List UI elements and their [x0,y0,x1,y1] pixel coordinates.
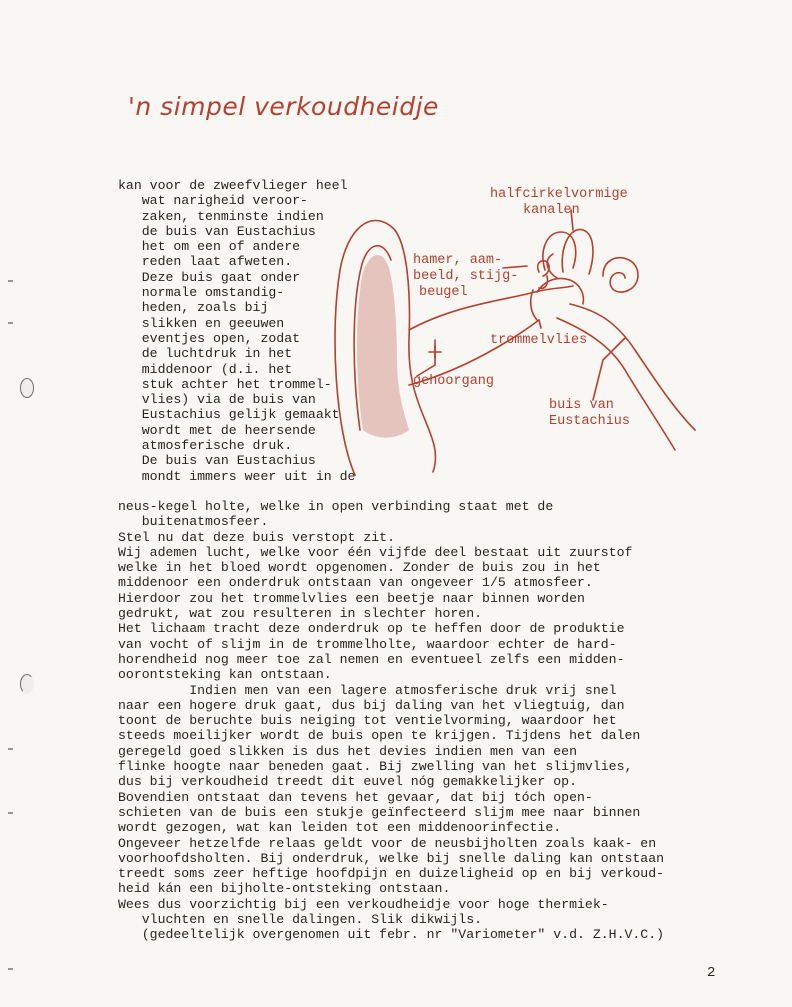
margin-mark [8,280,13,282]
label-eustachius: Eustachius [549,414,631,429]
body-text-beside-figure: kan voor de zweefvlieger heel wat narigheid veroor- zaken, tenminste indien de buis van Eustachius het om een of andere reden laat afweten. Deze buis gaat onder normale omstandig- heden, zoals bij slikken en geeuwen eventjes open, zodat de luchtdruk in het middenoor (d.i. het stuk achter het trommel- vlies) via de buis van Eustachius gelijk gemaakt wordt met de heersende atmosferische druk. De buis van Eustachius mondt immers weer uit in de [118,178,356,484]
margin-mark [8,748,13,750]
cross-mark [429,346,441,358]
eardrum [531,290,537,320]
label-beugel: beugel [419,285,468,300]
label-pointer-trommelvlies [539,320,541,328]
label-pointer-buis [593,338,625,400]
label-pointer-hamer [503,266,527,268]
semicircular-canal-2 [562,229,593,274]
label-kanalen: kanalen [523,203,580,218]
binder-hole [20,378,34,398]
middle-ear-wall [537,279,583,305]
margin-mark [8,968,13,970]
label-halfcirkelvormige: halfcirkelvormige [490,187,628,202]
margin-mark [8,322,13,324]
binder-hole [20,674,34,694]
margin-mark [8,812,13,814]
label-hamer: hamer, aam- [413,253,503,268]
body-text-main: neus-kegel holte, welke in open verbinding staat met de buitenatmosfeer. Stel nu dat deze buis verstopt zit. Wij ademen lucht, welke voor één vijfde deel bestaat uit zuurstof welke in het bloed wordt opgenomen. Zonder de buis zou in het middenoor een onderdruk ontstaan van ongeveer 1/5 atmosfeer. Hierdoor zou het trommelvlies een beetje naar binnen worden gedrukt, wat zou resulteren in slechter horen. Het lichaam tracht deze onderdruk op te heffen door de produktie van vocht of slijm in de trommelholte, waardoor echter de hard- horendheid nog meer toe zal nemen en eventueel zelfs een midden- oorontsteking kan ontstaan. Indien men van een lagere atmosferische druk vrij snel naar een hogere druk gaat, dus bij daling van het vliegtuig, dan toont de beruchte buis neiging tot ventielvorming, waardoor het steeds moeilijker wordt de buis open te krijgen. Tijdens het dalen geregeld goed slikken is dus het devies indien men van een flinke hoogte naar beneden gaat. Bij zwelling van het slijmvlies, dus bij verkoudheid treedt dit euvel nóg gemakkelijker op. Bovendien ontstaat dan tevens het gevaar, dat bij tóch open- schieten van de buis een stukje geïnfecteerd slijm mee naar binnen wordt gezogen, wat kan leiden tot een middenoorinfectie. Ongeveer hetzelfde relaas geldt voor de neusbijholten zoals kaak- en voorhoofdsholten. Bij onderdruk, welke bij snelle daling kan ontstaan treedt soms zeer heftige hoofdpijn en duizeligheid op en bij verkoud- heid kán een bijholte-ontsteking ontstaan. Wees dus voorzichtig bij een verkoudheidje voor hoge thermiek- vluchten en snelle dalingen. Slik dikwijls. (gedeeltelijk overgenomen uit febr. nr "Variometer" v.d. Z.H.V.C.) [118,499,665,943]
page-number: 2 [707,965,716,981]
page-title: 'n simpel verkoudheidje [128,92,439,121]
label-trommelvlies: trommelvlies [490,333,588,348]
label-buis-van: buis van [549,398,614,413]
label-pointer-gehoorgang [417,340,435,376]
cochlea [603,258,638,292]
label-gehoorgang: gehoorgang [413,374,495,389]
ear-shading [357,255,409,438]
ear-diagram [325,180,745,480]
label-beeld: beeld, stijg- [413,269,519,284]
